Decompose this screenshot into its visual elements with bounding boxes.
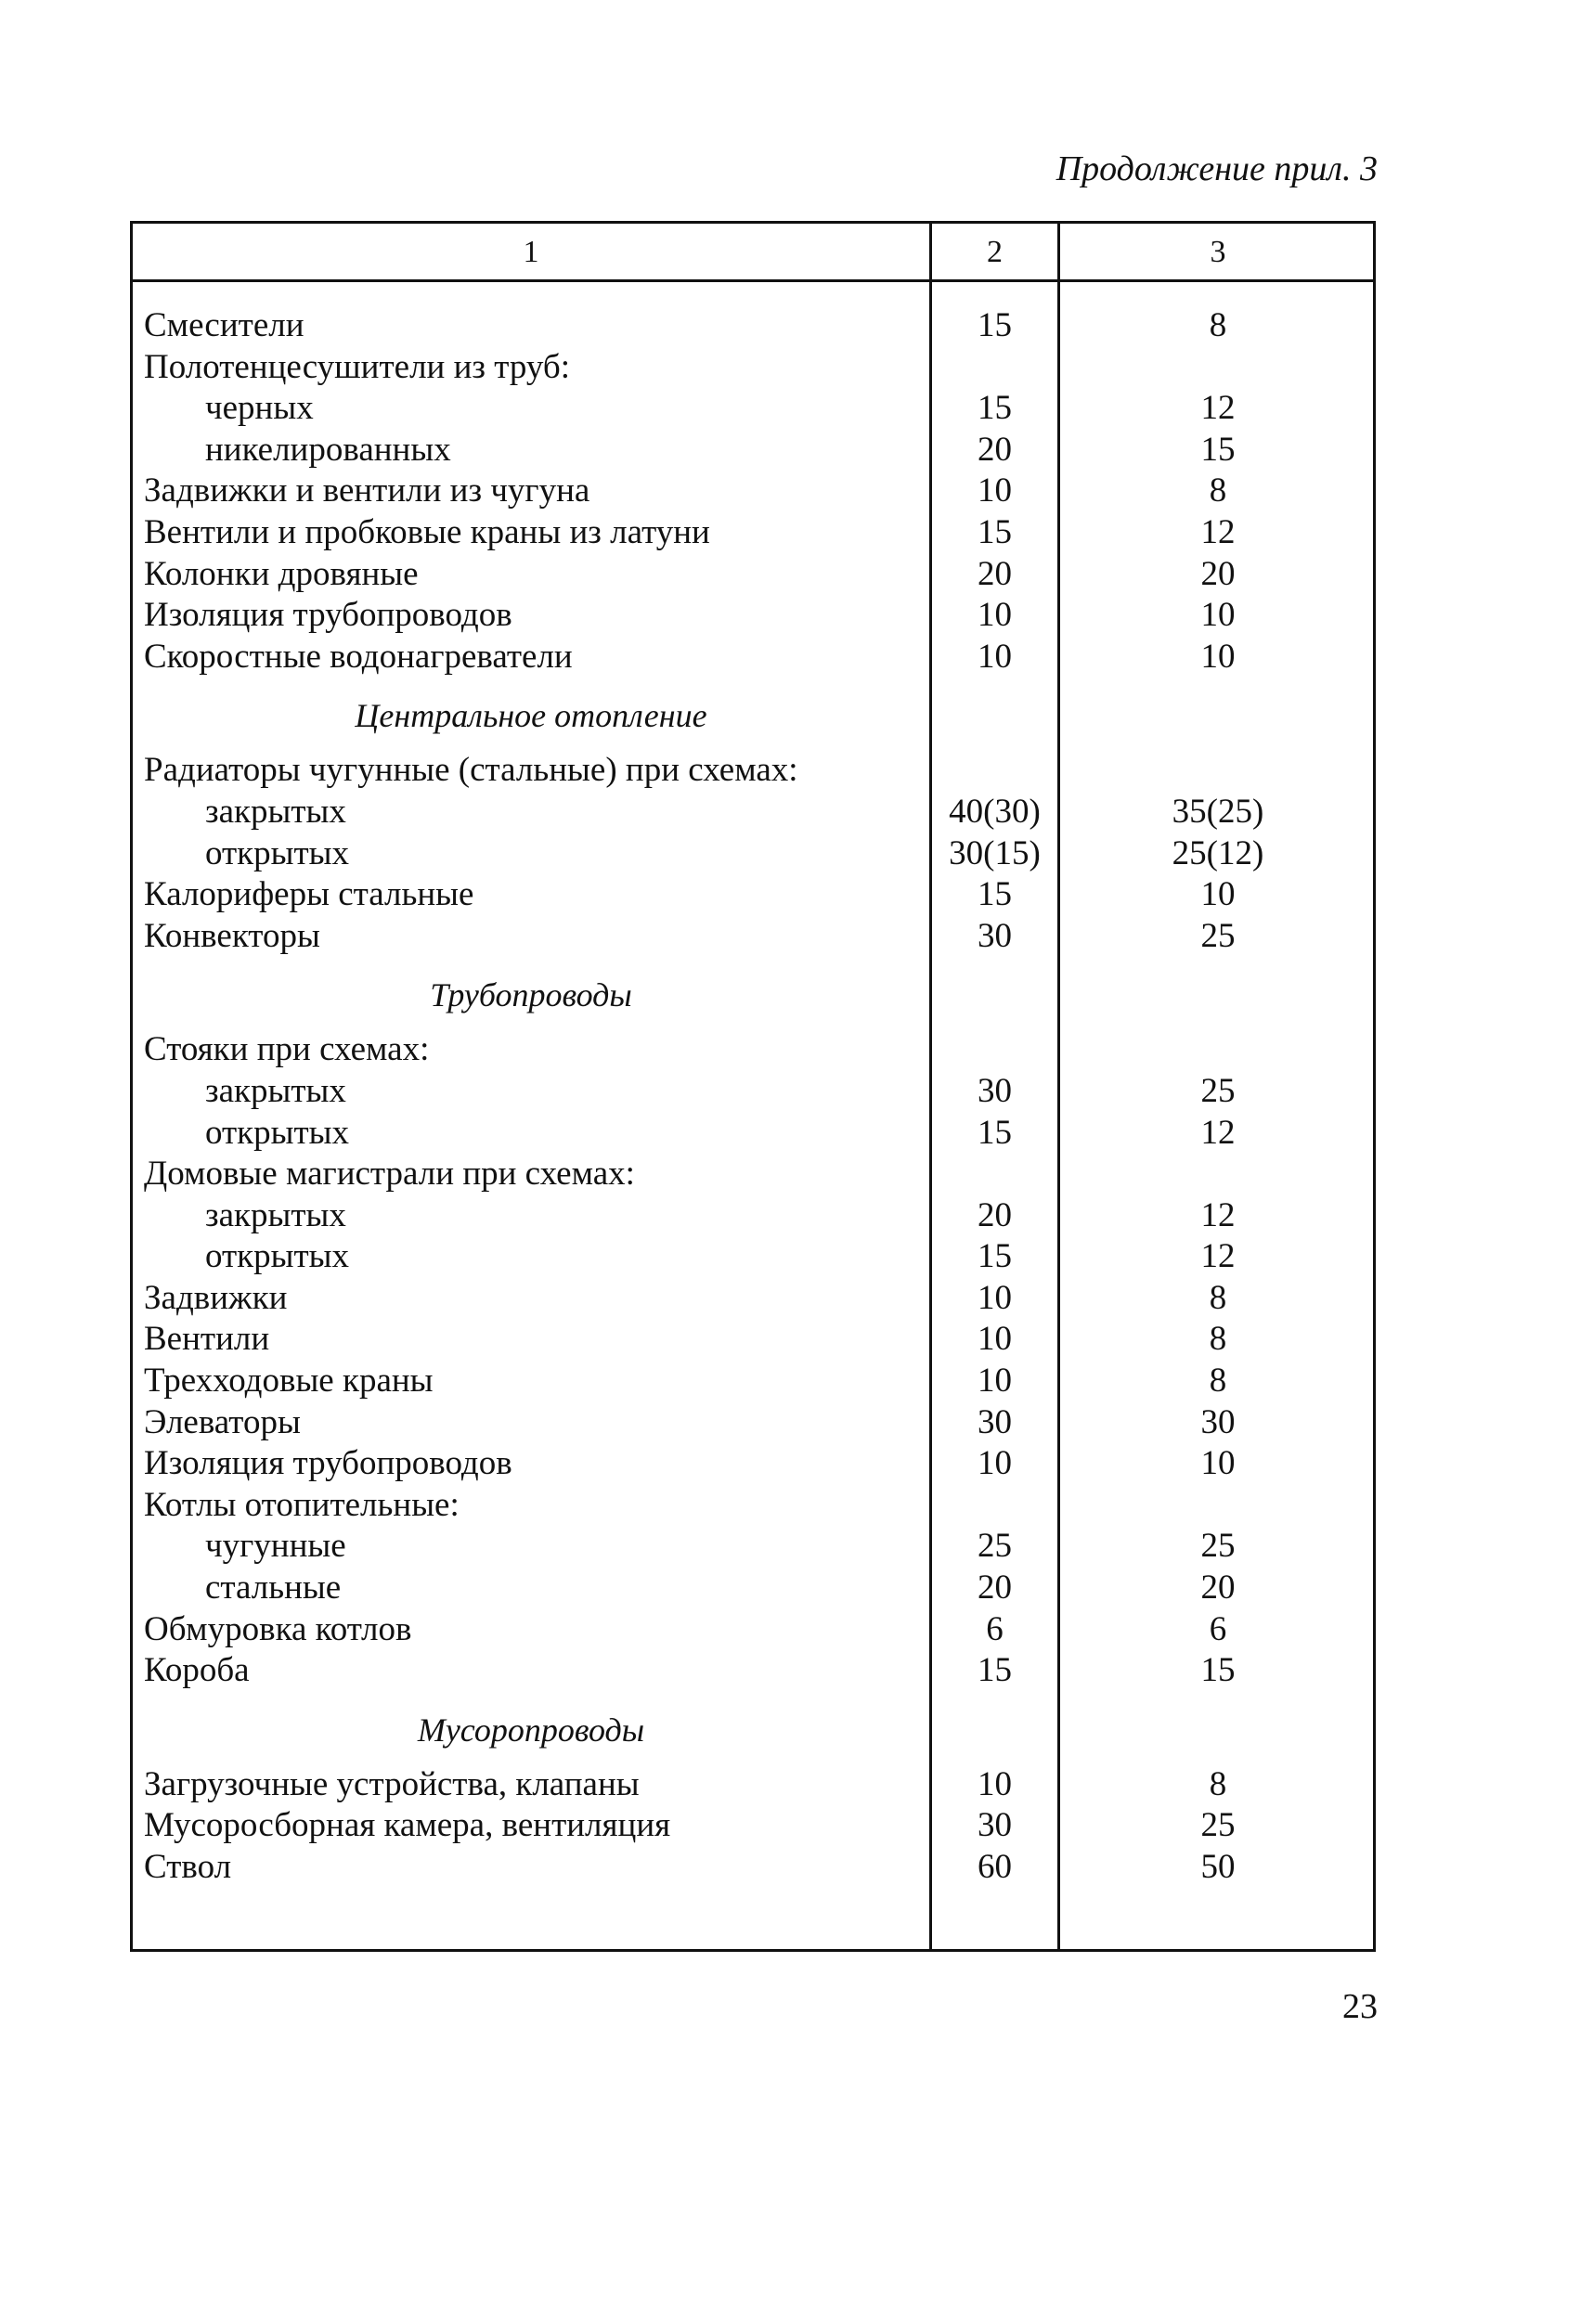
table-row <box>133 388 1373 430</box>
row-value-col3: 20 <box>1200 1569 1236 1607</box>
row-name: Скоростные водонагреватели <box>144 637 573 676</box>
table-row <box>133 1805 1373 1847</box>
row-value-col3: 12 <box>1200 389 1236 428</box>
table-row <box>133 1071 1373 1113</box>
table-row <box>133 833 1373 875</box>
row-value-col2: 30 <box>978 1806 1012 1845</box>
table-row <box>133 1319 1373 1361</box>
row-name: Колонки дровяные <box>144 554 419 593</box>
section-heading-row <box>133 957 1373 1029</box>
row-name: закрытых <box>205 1071 346 1110</box>
row-value-col2: 30 <box>978 1402 1012 1441</box>
table-row <box>133 1402 1373 1444</box>
row-value-col2: 20 <box>978 1195 1012 1234</box>
table-row <box>133 1361 1373 1402</box>
section-title: Мусоропроводы <box>417 1711 645 1749</box>
table-row <box>133 792 1373 833</box>
row-value-col3: 12 <box>1200 512 1236 551</box>
table-row <box>133 430 1373 471</box>
table-row <box>133 750 1373 792</box>
table-row <box>133 1029 1373 1071</box>
column-header-3: 3 <box>1210 235 1226 269</box>
table-row <box>133 305 1373 347</box>
row-value-col3: 25 <box>1200 1527 1236 1566</box>
row-value-col2: 30(15) <box>949 833 1041 872</box>
row-value-col2: 15 <box>978 512 1012 551</box>
row-value-col2: 10 <box>978 1278 1012 1317</box>
row-value-col2: 15 <box>978 1113 1012 1152</box>
row-name: Радиаторы чугунные (стальные) при схемах: <box>144 751 798 790</box>
row-value-col2: 15 <box>978 306 1012 344</box>
row-value-col2: 30 <box>978 916 1012 955</box>
table-row <box>133 595 1373 637</box>
row-name: Домовые магистрали при схемах: <box>144 1155 635 1194</box>
row-name: Задвижки и вентили из чугуна <box>144 471 590 510</box>
row-value-col2: 10 <box>978 1362 1012 1401</box>
table-row <box>133 637 1373 678</box>
row-name: Калориферы стальные <box>144 875 474 914</box>
row-name: Котлы отопительные: <box>144 1485 460 1524</box>
row-name: Короба <box>144 1651 250 1690</box>
header-rule <box>133 279 1373 282</box>
table-row <box>133 1609 1373 1651</box>
table-row <box>133 874 1373 916</box>
table-row <box>133 512 1373 554</box>
table-row <box>133 1443 1373 1485</box>
row-name: Полотенцесушители из труб: <box>144 347 570 386</box>
row-value-col3: 10 <box>1200 1444 1236 1483</box>
row-value-col2: 30 <box>978 1071 1012 1110</box>
row-name: Мусоросборная камера, вентиляция <box>144 1806 671 1845</box>
row-value-col2: 40(30) <box>949 792 1041 831</box>
row-value-col3: 10 <box>1200 637 1236 676</box>
row-value-col3: 25(12) <box>1172 833 1264 872</box>
row-name: закрытых <box>205 792 346 831</box>
table-row <box>133 1847 1373 1889</box>
row-value-col3: 10 <box>1200 596 1236 635</box>
row-value-col3: 10 <box>1200 875 1236 914</box>
table-row <box>133 916 1373 958</box>
row-name: Элеваторы <box>144 1402 301 1441</box>
row-value-col3: 25 <box>1200 916 1236 955</box>
row-name: открытых <box>205 833 350 872</box>
row-name: Вентили и пробковые краны из латуни <box>144 512 710 551</box>
row-value-col3: 8 <box>1209 306 1227 344</box>
table-row <box>133 347 1373 389</box>
table-row <box>133 1764 1373 1806</box>
row-value-col3: 8 <box>1209 1764 1227 1803</box>
row-value-col2: 10 <box>978 1764 1012 1803</box>
row-name: Смесители <box>144 306 304 344</box>
row-value-col3: 8 <box>1209 471 1227 510</box>
page-number: 23 <box>1342 1987 1378 2026</box>
row-name: черных <box>205 389 314 428</box>
row-value-col2: 25 <box>978 1527 1012 1566</box>
row-name: Обмуровка котлов <box>144 1609 412 1648</box>
table-row <box>133 1236 1373 1278</box>
row-name: Изоляция трубопроводов <box>144 596 512 635</box>
section-title: Центральное отопление <box>355 697 707 735</box>
row-name: Ствол <box>144 1848 232 1886</box>
table-row <box>133 1154 1373 1195</box>
row-name: Конвекторы <box>144 916 320 955</box>
row-value-col3: 6 <box>1209 1609 1227 1648</box>
row-name: открытых <box>205 1237 350 1276</box>
row-value-col2: 15 <box>978 1237 1012 1276</box>
row-value-col2: 60 <box>978 1848 1012 1886</box>
row-value-col3: 35(25) <box>1172 792 1264 831</box>
row-name: Загрузочные устройства, клапаны <box>144 1764 640 1803</box>
page-header-continuation: Продолжение прил. 3 <box>1055 149 1378 188</box>
row-value-col3: 8 <box>1209 1320 1227 1359</box>
row-value-col3: 12 <box>1200 1195 1236 1234</box>
table-row <box>133 1485 1373 1527</box>
section-heading-row <box>133 678 1373 750</box>
row-name: Задвижки <box>144 1278 288 1317</box>
row-value-col2: 10 <box>978 637 1012 676</box>
row-value-col2: 10 <box>978 1320 1012 1359</box>
row-value-col3: 25 <box>1200 1071 1236 1110</box>
row-value-col3: 12 <box>1200 1113 1236 1152</box>
table-row <box>133 471 1373 512</box>
row-value-col3: 8 <box>1209 1278 1227 1317</box>
row-value-col2: 15 <box>978 875 1012 914</box>
row-value-col2: 15 <box>978 389 1012 428</box>
section-title: Трубопроводы <box>430 976 632 1014</box>
row-name: Трехходовые краны <box>144 1362 434 1401</box>
row-value-col2: 6 <box>986 1609 1004 1648</box>
row-value-col3: 15 <box>1200 1651 1236 1690</box>
row-name: Вентили <box>144 1320 270 1359</box>
column-header-1: 1 <box>523 235 539 269</box>
table-row <box>133 1278 1373 1320</box>
row-name: чугунные <box>205 1527 346 1566</box>
table-body <box>133 305 1373 1889</box>
table-row <box>133 1526 1373 1568</box>
table-row <box>133 1113 1373 1155</box>
row-value-col3: 20 <box>1200 554 1236 593</box>
row-name: закрытых <box>205 1195 346 1234</box>
row-name: стальные <box>205 1569 342 1607</box>
row-value-col2: 15 <box>978 1651 1012 1690</box>
row-value-col2: 10 <box>978 596 1012 635</box>
row-value-col2: 20 <box>978 430 1012 469</box>
row-name: Стояки при схемах: <box>144 1030 430 1069</box>
row-value-col2: 20 <box>978 554 1012 593</box>
row-value-col3: 25 <box>1200 1806 1236 1845</box>
table-row <box>133 1195 1373 1237</box>
row-name: никелированных <box>205 430 451 469</box>
row-value-col2: 20 <box>978 1569 1012 1607</box>
row-value-col2: 10 <box>978 471 1012 510</box>
row-value-col3: 30 <box>1200 1402 1236 1441</box>
row-value-col2: 10 <box>978 1444 1012 1483</box>
row-value-col3: 15 <box>1200 430 1236 469</box>
row-name: открытых <box>205 1113 350 1152</box>
column-header-2: 2 <box>987 235 1003 269</box>
data-table <box>130 221 1376 1952</box>
row-value-col3: 50 <box>1200 1848 1236 1886</box>
row-name: Изоляция трубопроводов <box>144 1444 512 1483</box>
table-row <box>133 1650 1373 1692</box>
row-value-col3: 12 <box>1200 1237 1236 1276</box>
table-row <box>133 1568 1373 1609</box>
row-value-col3: 8 <box>1209 1362 1227 1401</box>
section-heading-row <box>133 1692 1373 1764</box>
table-row <box>133 554 1373 596</box>
